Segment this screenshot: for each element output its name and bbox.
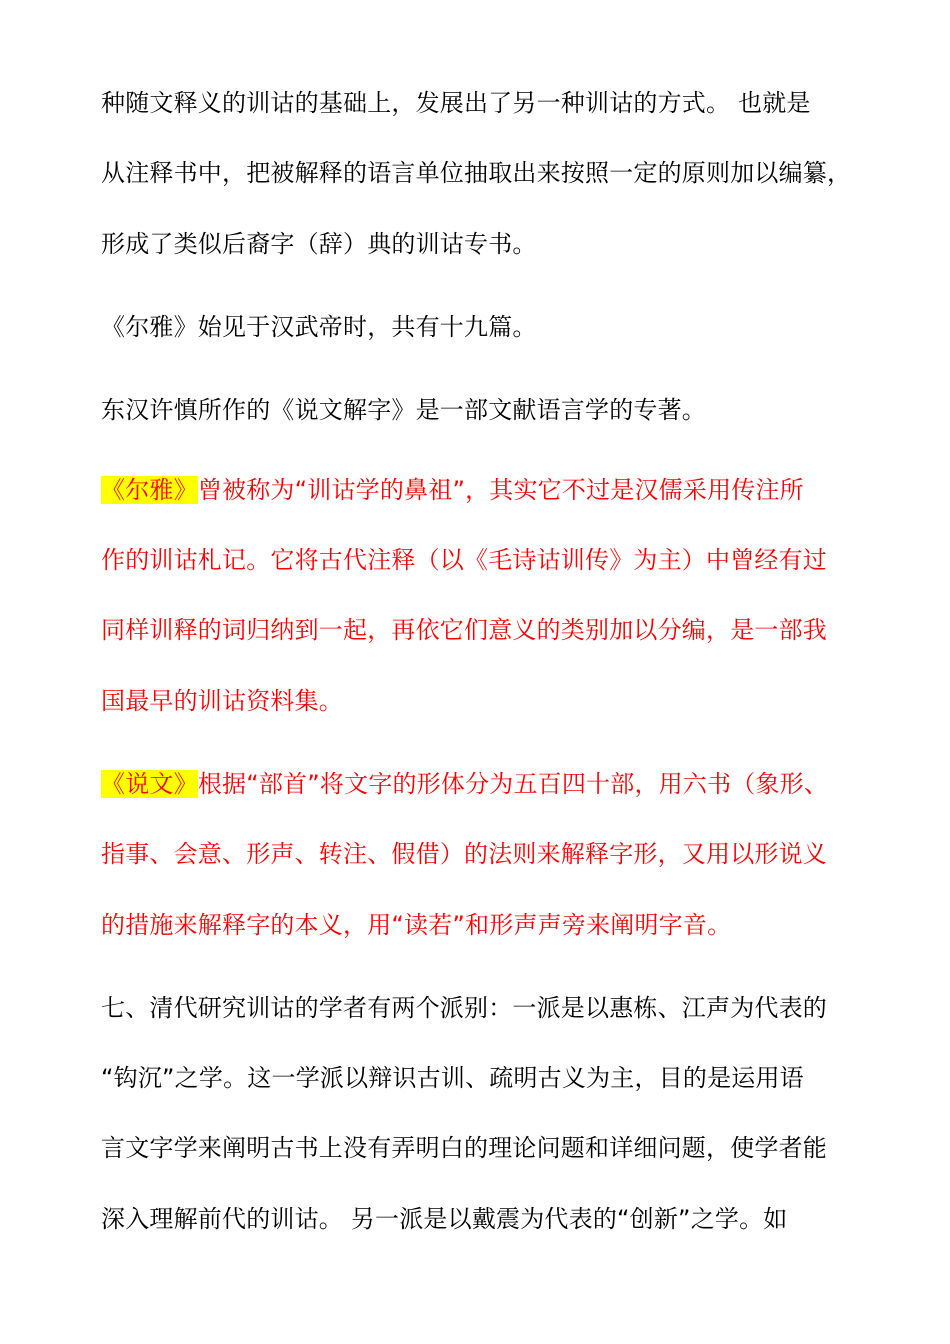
text-line-3: 形成了类似后裔字（辞）典的训诂专书。 [101, 230, 537, 258]
text-line-7: 作的训诂札记。它将古代注释（以《毛诗诂训传》为主）中曾经有过 [101, 546, 827, 574]
text-line-14: “钩沉”之学。这一学派以辩识古训、疏明古义为主，目的是运用语 [101, 1064, 804, 1092]
text-line-6 [101, 475, 804, 505]
text-line-16: 深入理解前代的训诂。 另一派是以戴震为代表的“创新”之学。如 [101, 1205, 788, 1233]
text-line-15: 言文字学来阐明古书上没有弄明白的理论问题和详细问题，使学者能 [101, 1134, 827, 1162]
text-line-13: 七、清代研究训诂的学者有两个派别：一派是以惠栋、江声为代表的 [101, 994, 827, 1022]
text-line-9: 国最早的训诂资料集。 [101, 687, 343, 715]
text-line-8: 同样训释的词归纳到一起，再依它们意义的类别加以分编，是一部我 [101, 616, 827, 644]
text-line-5: 东汉许慎所作的《说文解字》是一部文献语言学的专著。 [101, 396, 706, 424]
text-line-12: 的措施来解释字的本义，用“读若”和形声声旁来阐明字音。 [101, 911, 732, 939]
text-line-11: 指事、会意、形声、转注、假借）的法则来解释字形，又用以形说义 [101, 840, 827, 868]
highlighted-title-shuowen: 《说文》 [101, 770, 198, 798]
text-line-1: 种随文释义的训诂的基础上，发展出了另一种训诂的方式。 也就是 [101, 89, 811, 117]
text-line-10-body: 根据“部首”将文字的形体分为五百四十部，用六书（象形、 [197, 770, 829, 798]
text-line-10 [101, 769, 828, 799]
text-line-4: 《尔雅》始见于汉武帝时，共有十九篇。 [101, 313, 537, 341]
text-line-2: 从注释书中，把被解释的语言单位抽取出来按照一定的原则加以编纂， [101, 159, 852, 187]
text-line-6-body: 曾被称为“训诂学的鼻祖”，其实它不过是汉儒采用传注所 [197, 476, 804, 504]
highlighted-title-erya: 《尔雅》 [101, 476, 198, 504]
